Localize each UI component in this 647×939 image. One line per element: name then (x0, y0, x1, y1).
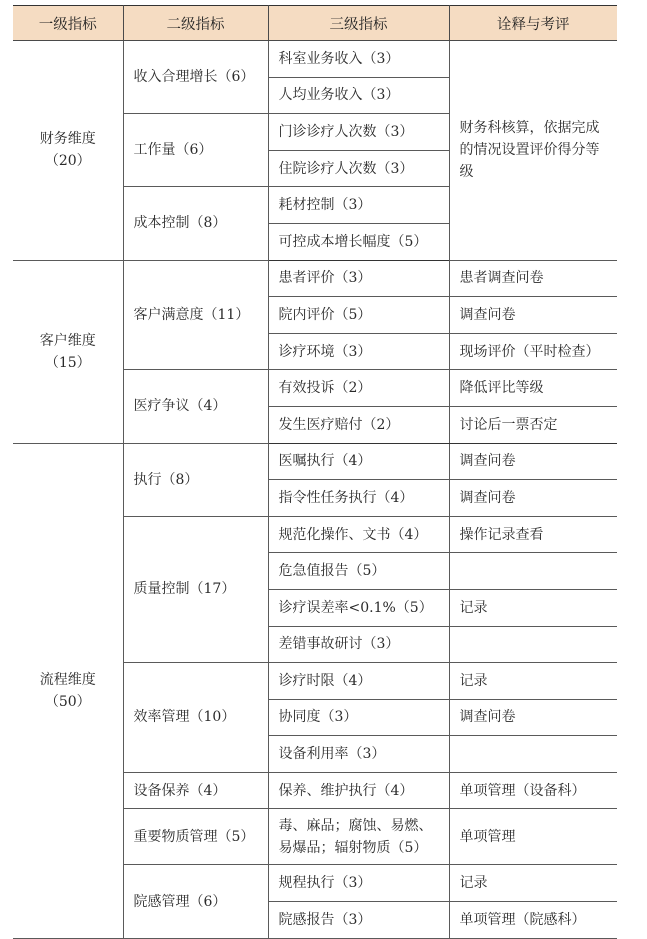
process-l2-maintenance: 设备保养（4） (123, 772, 268, 809)
customer-note: 降低评比等级 (449, 370, 617, 407)
process-l3-hazardous: 毒、麻品；腐蚀、易燃、易爆品；辐射物质（5） (268, 809, 449, 865)
process-note: 调查问卷 (449, 480, 617, 517)
process-dimension-name: 流程维度 (39, 671, 96, 688)
finance-l3-dept-income: 科室业务收入（3） (268, 41, 449, 78)
finance-l2-cost-control: 成本控制（8） (123, 187, 268, 260)
process-l3-critical-report: 危急值报告（5） (268, 553, 449, 590)
process-l3-equipment-usage: 设备利用率（3） (268, 736, 449, 773)
process-note: 记录 (449, 589, 617, 626)
process-l2-materials: 重要物质管理（5） (123, 809, 268, 865)
process-l2-infection: 院感管理（6） (123, 865, 268, 938)
header-notes: 诠释与考评 (449, 6, 617, 41)
finance-l3-consumables: 耗材控制（3） (268, 187, 449, 224)
process-note: 记录 (449, 663, 617, 700)
process-l2-quality: 质量控制（17） (123, 516, 268, 662)
customer-note: 患者调查问卷 (449, 260, 617, 297)
header-row (13, 6, 617, 41)
table-row (13, 443, 617, 480)
process-l3-procedures: 规程执行（3） (268, 865, 449, 902)
process-note-empty (449, 626, 617, 663)
customer-dimension-score: （15） (44, 354, 91, 371)
header-level2: 二级指标 (123, 6, 268, 41)
finance-dimension-score: （20） (44, 153, 91, 170)
customer-note: 讨论后一票否定 (449, 406, 617, 443)
customer-l2-disputes: 医疗争议（4） (123, 370, 268, 443)
customer-l3-environment: 诊疗环境（3） (268, 333, 449, 370)
customer-l3-patient-eval: 患者评价（3） (268, 260, 449, 297)
table-row (13, 41, 617, 78)
process-dimension-cell (13, 443, 123, 938)
finance-l3-per-capita-income: 人均业务收入（3） (268, 77, 449, 114)
process-l3-incident-review: 差错事故研讨（3） (268, 626, 449, 663)
process-note-empty (449, 736, 617, 773)
process-l3-orders: 医嘱执行（4） (268, 443, 449, 480)
process-note: 调查问卷 (449, 443, 617, 480)
process-l3-infection-report: 院感报告（3） (268, 902, 449, 939)
process-l3-maintenance-exec: 保养、维护执行（4） (268, 772, 449, 809)
header-level3: 三级指标 (268, 6, 449, 41)
customer-dimension-cell (13, 260, 123, 443)
customer-l3-internal-eval: 院内评价（5） (268, 297, 449, 334)
finance-note: 财务科核算，依据完成的情况设置评价得分等级 (449, 41, 617, 261)
finance-dimension-name: 财务维度 (39, 131, 96, 148)
process-note: 单项管理 (449, 809, 617, 865)
process-l3-standard-ops: 规范化操作、文书（4） (268, 516, 449, 553)
customer-l3-compensation: 发生医疗赔付（2） (268, 406, 449, 443)
process-l2-execution: 执行（8） (123, 443, 268, 516)
table-row (13, 260, 617, 297)
customer-l3-complaints: 有效投诉（2） (268, 370, 449, 407)
customer-note: 现场评价（平时检查） (449, 333, 617, 370)
evaluation-index-table (13, 5, 617, 939)
process-l3-mandatory-tasks: 指令性任务执行（4） (268, 480, 449, 517)
process-note: 记录 (449, 865, 617, 902)
process-note: 单项管理（院感科） (449, 902, 617, 939)
customer-l2-satisfaction: 客户满意度（11） (123, 260, 268, 370)
finance-l2-workload: 工作量（6） (123, 114, 268, 187)
process-note: 操作记录查看 (449, 516, 617, 553)
process-l3-coordination: 协同度（3） (268, 699, 449, 736)
process-note: 单项管理（设备科） (449, 772, 617, 809)
finance-l3-controllable-cost: 可控成本增长幅度（5） (268, 223, 449, 260)
finance-l3-outpatient-visits: 门诊诊疗人次数（3） (268, 114, 449, 151)
customer-note: 调查问卷 (449, 297, 617, 334)
process-l3-time-limit: 诊疗时限（4） (268, 663, 449, 700)
header-level1: 一级指标 (13, 6, 123, 41)
finance-l2-income-growth: 收入合理增长（6） (123, 41, 268, 114)
process-l2-efficiency: 效率管理（10） (123, 663, 268, 773)
process-l3-error-rate: 诊疗误差率<0.1%（5） (268, 589, 449, 626)
process-note-empty (449, 553, 617, 590)
customer-dimension-name: 客户维度 (39, 332, 96, 349)
process-dimension-score: （50） (44, 693, 91, 710)
finance-l3-inpatient-visits: 住院诊疗人次数（3） (268, 150, 449, 187)
process-note: 调查问卷 (449, 699, 617, 736)
finance-dimension-cell (13, 41, 123, 261)
